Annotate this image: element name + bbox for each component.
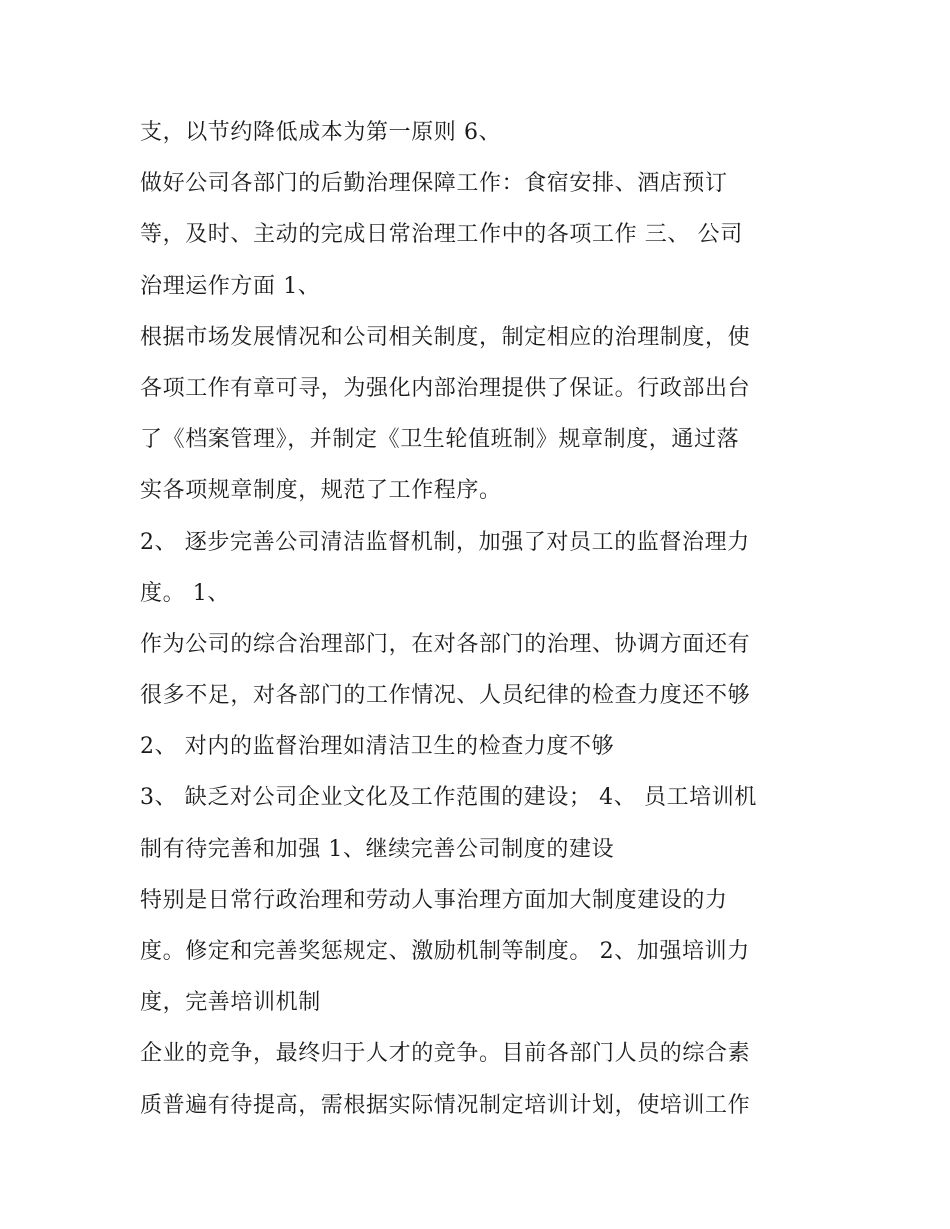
text-line: 制有待完善和加强 1、继续完善公司制度的建设 [140,836,615,862]
text-line: 根据市场发展情况和公司相关制度，制定相应的治理制度，使 [140,324,751,350]
text-line: 2、 逐步完善公司清洁监督机制，加强了对员工的监督治理力 [140,529,750,555]
text-line: 度，完善培训机制 [140,990,321,1016]
text-line: 2、 对内的监督治理如清洁卫生的检查力度不够 [140,734,615,760]
text-line: 支，以节约降低成本为第一原则 6、 [140,120,502,145]
text-line: 治理运作方面 1、 [140,273,321,299]
text-line: 做好公司各部门的后勤治理保障工作：食宿安排、酒店预订 [140,171,728,197]
text-line: 企业的竞争，最终归于人才的竞争。目前各部门人员的综合素 [140,1041,751,1067]
text-line: 很多不足，对各部门的工作情况、人员纪律的检查力度还不够 [140,683,751,709]
text-line: 质普遍有待提高，需根据实际情况制定培训计划，使培训工作 [140,1092,751,1118]
text-line: 实各项规章制度，规范了工作程序。 [140,478,502,504]
document-body [140,107,820,1131]
text-line: 度。 1、 [140,580,230,606]
text-line: 各项工作有章可寻，为强化内部治理提供了保证。行政部出台 [140,375,751,401]
text-line: 作为公司的综合治理部门，在对各部门的治理、协调方面还有 [140,631,751,657]
text-line: 度。修定和完善奖惩规定、激励机制等制度。 2、加强培训力 [140,939,750,964]
text-line: 特别是日常行政治理和劳动人事治理方面加大制度建设的力 [140,887,728,913]
text-line: 了《档案管理》，并制定《卫生轮值班制》规章制度，通过落 [140,427,740,453]
text-line: 3、 缺乏对公司企业文化及工作范围的建设； 4、 员工培训机 [140,785,757,811]
text-line: 等，及时、主动的完成日常治理工作中的各项工作 三、 公司 [140,222,743,248]
